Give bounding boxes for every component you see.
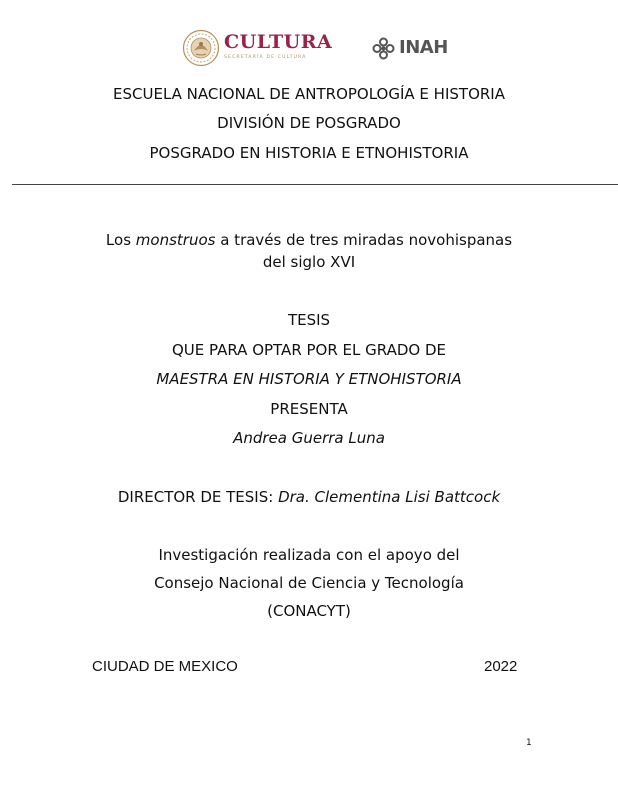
city-label: CIUDAD DE MEXICO [92, 658, 238, 675]
title-emphasis: monstruos [135, 231, 216, 249]
school-name: ESCUELA NACIONAL DE ANTROPOLOGÍA E HISTORIA [113, 85, 505, 103]
inah-emblem-icon [370, 35, 397, 62]
funding-line-2: Consejo Nacional de Ciencia y Tecnología [154, 574, 464, 592]
degree-name: MAESTRA EN HISTORIA Y ETNOHISTORIA [156, 370, 462, 388]
funding-line-1: Investigación realizada con el apoyo del [158, 546, 460, 564]
director-label: DIRECTOR DE TESIS: [117, 488, 279, 506]
year-label: 2022 [484, 658, 518, 675]
program-name: POSGRADO EN HISTORIA E ETNOHISTORIA [149, 144, 469, 162]
division-name: DIVISIÓN DE POSGRADO [217, 114, 401, 132]
cultura-logo-text: CULTURA [224, 31, 333, 53]
author-name: Andrea Guerra Luna [233, 429, 385, 447]
director-name: Dra. Clementina Lisi Battcock [278, 488, 501, 506]
funding-line-3: (CONACYT) [267, 602, 351, 620]
title-suffix: a través de tres miradas novohispanas [215, 231, 513, 249]
inah-logo-text: INAH [399, 37, 448, 58]
header-logos [0, 28, 618, 70]
cultura-logo-subtext: SECRETARÍA DE CULTURA [224, 55, 307, 60]
header-divider [12, 184, 618, 185]
presents-label: PRESENTA [270, 400, 348, 418]
thesis-title-line-1 [0, 231, 618, 249]
thesis-title-line-2: del siglo XVI [262, 253, 356, 271]
thesis-director [0, 488, 618, 506]
thesis-purpose: QUE PARA OPTAR POR EL GRADO DE [171, 341, 447, 359]
page-number: 1 [526, 738, 532, 748]
mexico-coat-of-arms-logo [182, 29, 220, 67]
thesis-label: TESIS [287, 311, 331, 329]
title-prefix: Los [105, 231, 136, 249]
